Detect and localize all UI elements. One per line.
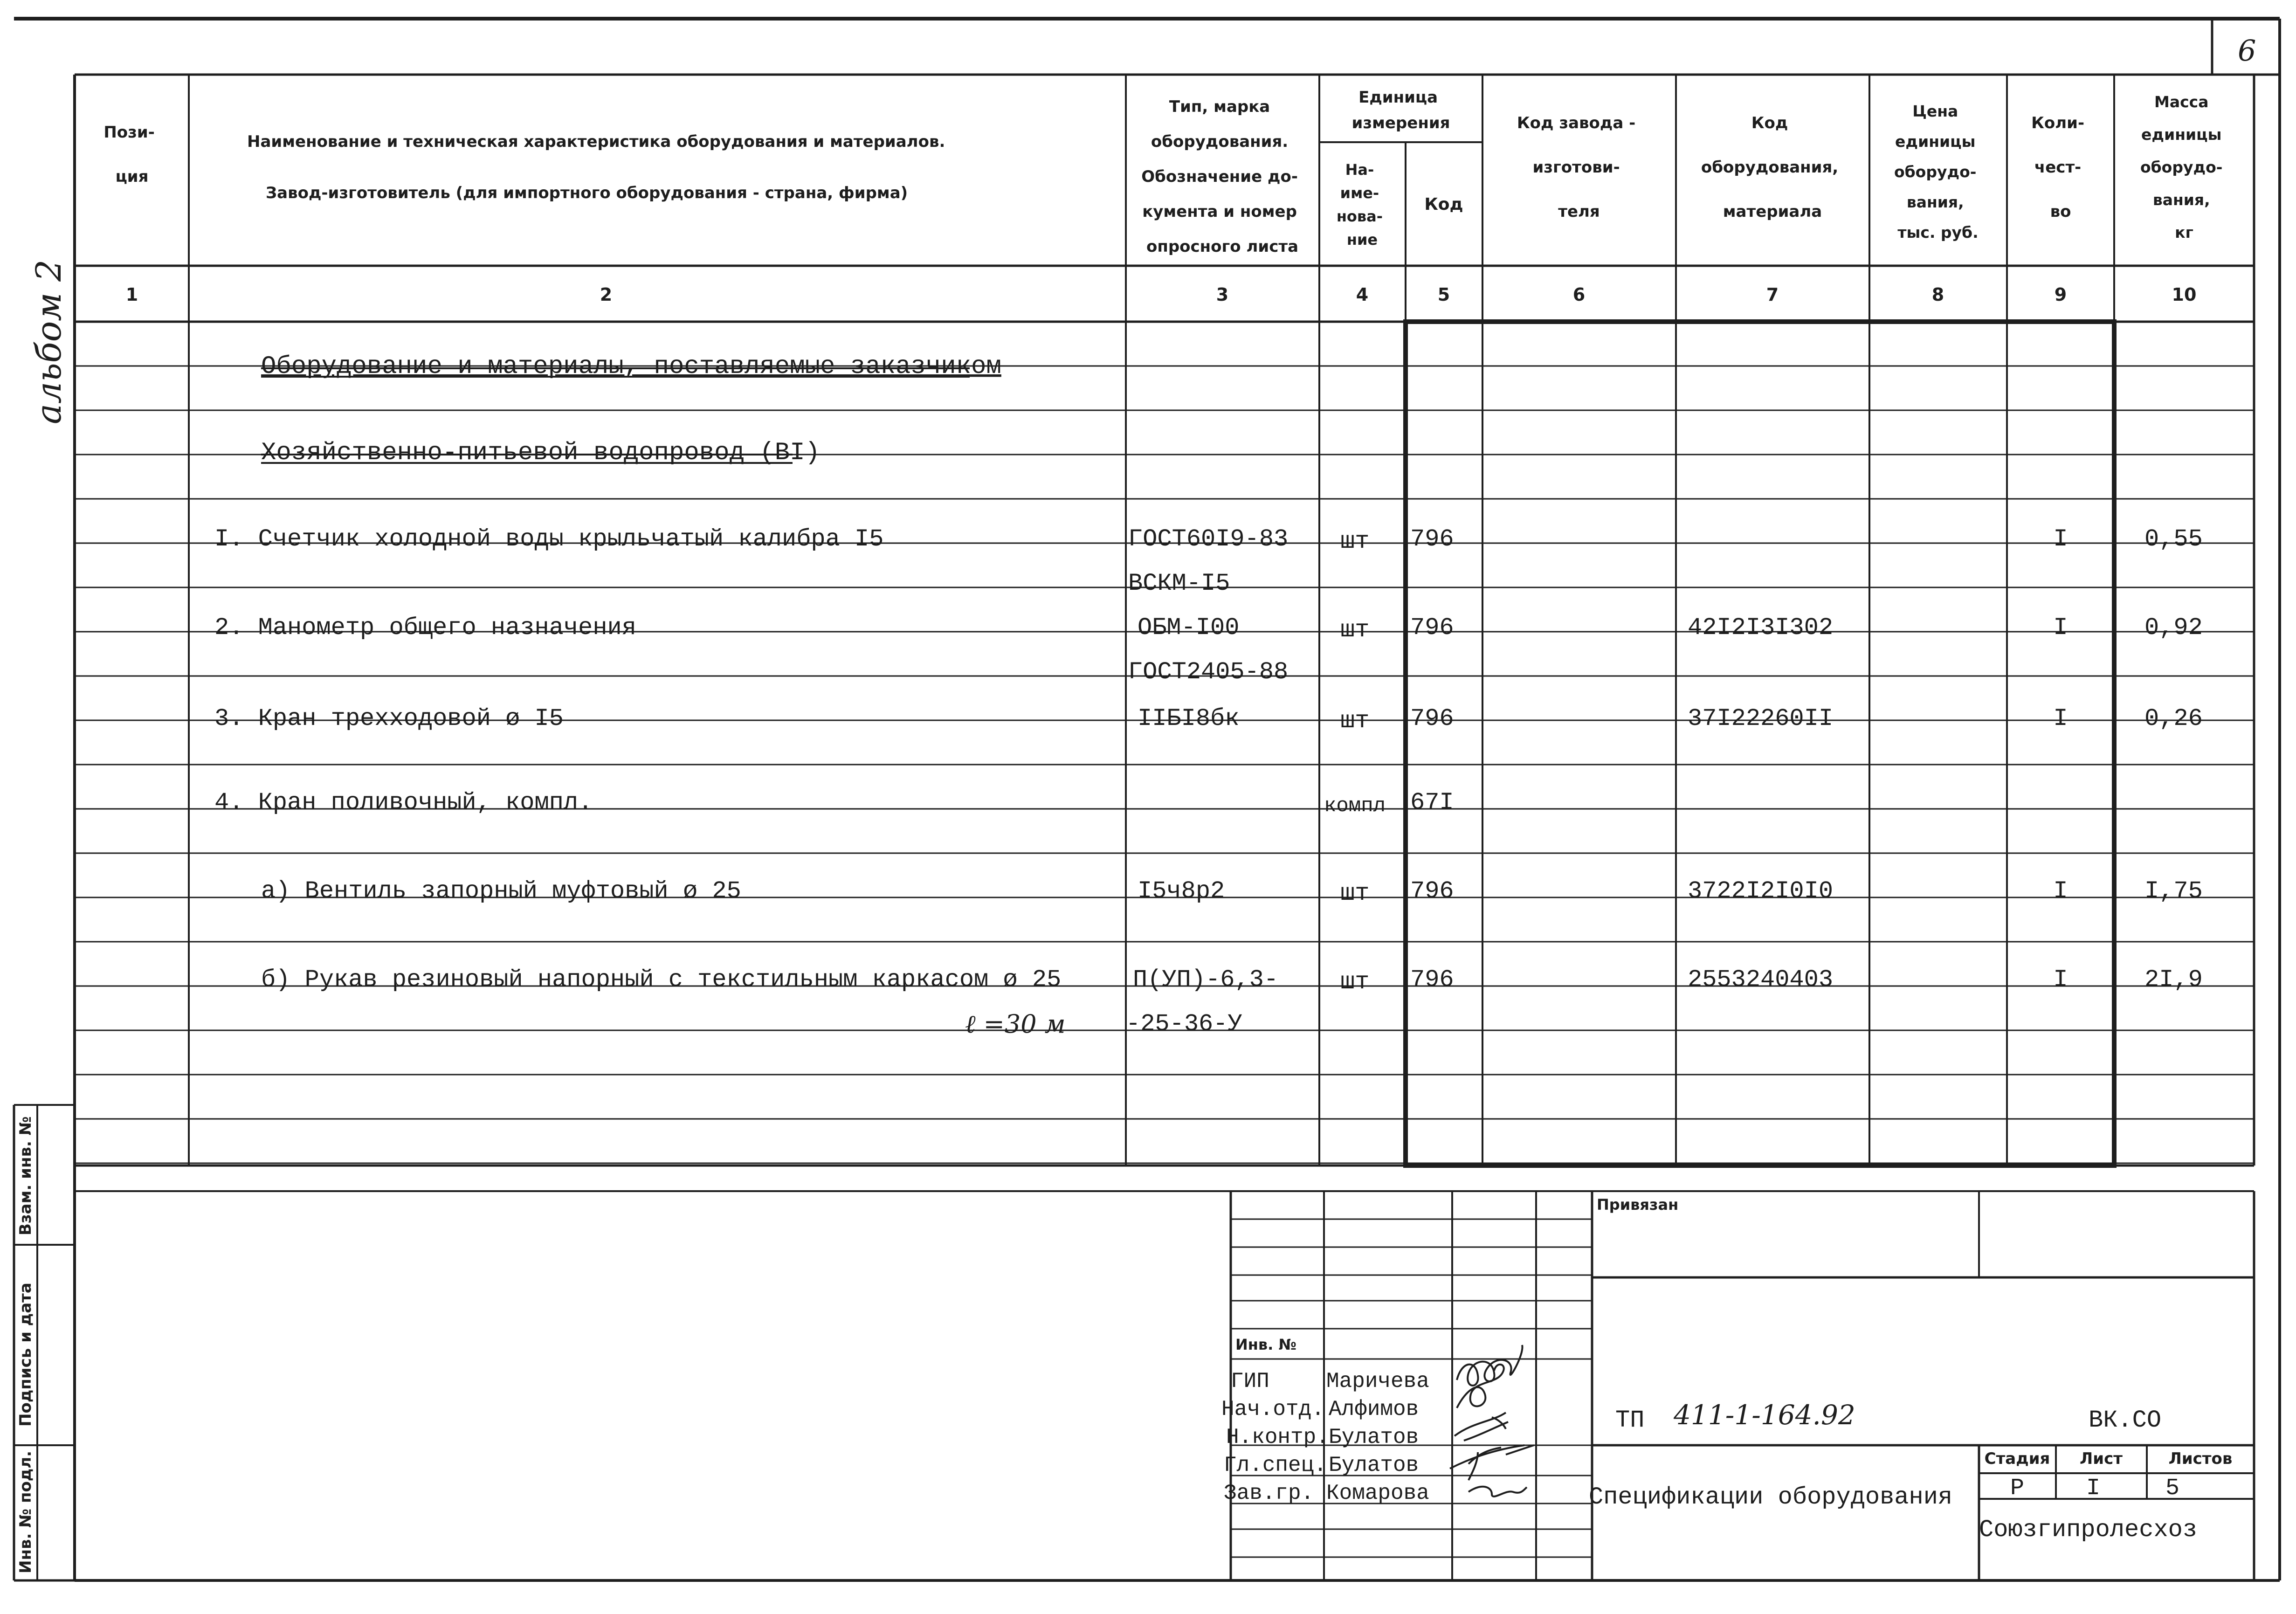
signer-name: Маричева [1326, 1369, 1429, 1393]
item-equipment-code: 37I22260II [1688, 705, 1834, 732]
header-manufacturer-code: Код завода - изготови- теля [1517, 114, 1636, 221]
signer-role: Нач.отд. [1221, 1397, 1324, 1421]
header-price: Цена единицы оборудо- вания, тыс. руб. [1894, 102, 1979, 241]
column-number: 8 [1931, 284, 1944, 305]
item-unit-code: 796 [1410, 877, 1454, 905]
signers [1221, 1369, 1429, 1505]
section-title: Хозяйственно-питьевой водопровод (BI) [261, 439, 820, 467]
item-equipment-code: 3722I2I0I0 [1688, 877, 1834, 905]
column-number: 7 [1766, 284, 1779, 305]
header-unit: Единица измерения [1351, 88, 1450, 132]
item-name-extra: ℓ =30 м [965, 1009, 1066, 1039]
doc-prefix: ТП [1615, 1407, 1645, 1434]
item-name: 4. Кран поливочный, компл. [214, 789, 593, 816]
stage-label: Стадия [1984, 1449, 2050, 1468]
item-quantity: I [2053, 525, 2068, 553]
header-equipment-code: Код оборудования, материала [1701, 114, 1839, 221]
sheets-label: Листов [2168, 1449, 2233, 1468]
doc-code: ВК.СО [2089, 1407, 2162, 1434]
header-unit-name: На- име- нова- ние [1336, 161, 1383, 248]
item-name: 2. Манометр общего назначения [214, 614, 636, 641]
column-number: 1 [125, 284, 138, 305]
doc-number: 411-1-164.92 [1674, 1399, 1855, 1431]
item-unit: шт [1340, 968, 1370, 996]
item-equipment-code: 42I2I3I302 [1688, 614, 1834, 641]
item-type: ГОСТ60I9-83 [1128, 525, 1289, 553]
column-number: 4 [1356, 284, 1369, 305]
item-name: I. Счетчик холодной воды крыльчатый калибра I5 [214, 525, 884, 553]
doc-title: Спецификации оборудования [1589, 1483, 1953, 1511]
item-name: а) Вентиль запорный муфтовый ø 25 [261, 877, 741, 905]
item-quantity: I [2053, 614, 2068, 641]
item-type: П(УП)-6,3- [1133, 966, 1279, 993]
item-type: IIБI8бк [1138, 705, 1240, 732]
item-quantity: I [2053, 966, 2068, 993]
header-position: Пози- ция [103, 123, 155, 186]
item-equipment-code: 2553240403 [1688, 966, 1834, 993]
header-name: Наименование и техническая характеристика оборудования и материалов. Завод-изготовитель (для импортного оборудования - страна, фирма) [247, 132, 945, 202]
sheet-value: I [2086, 1475, 2101, 1502]
item-unit: шт [1340, 616, 1370, 644]
side-stamp-signature-date: Подпись и дата [16, 1283, 35, 1427]
page-number: 6 [2238, 34, 2256, 68]
table-header [103, 88, 2228, 256]
side-stamp-vzam-inv: Взам. инв. № [16, 1116, 35, 1235]
item-unit: шт [1340, 528, 1370, 555]
item-mass: 0,26 [2144, 705, 2203, 732]
column-number: 6 [1572, 284, 1586, 305]
item-mass: 2I,9 [2144, 966, 2203, 993]
signature [1450, 1445, 1534, 1469]
signer-name: Булатов [1329, 1453, 1419, 1477]
item-type: ВСКМ-I5 [1128, 570, 1230, 597]
item-unit-code: 67I [1410, 789, 1454, 816]
signer-name: Комарова [1326, 1481, 1429, 1505]
table-row [214, 614, 2203, 686]
header-unit-code: Код [1424, 195, 1463, 214]
signature [1469, 1452, 1527, 1497]
item-unit: шт [1340, 707, 1370, 735]
column-number: 2 [600, 284, 613, 305]
signature [1457, 1345, 1522, 1386]
section-title: Оборудование и материалы, поставляемые заказчиком [261, 352, 1001, 381]
column-number: 5 [1437, 284, 1450, 305]
item-mass: I,75 [2144, 877, 2203, 905]
item-unit-code: 796 [1410, 705, 1454, 732]
signer-role: Н.контр. [1226, 1425, 1329, 1449]
organization: Союзгипролесхоз [1979, 1516, 2198, 1544]
inv-label: Инв. № [1235, 1336, 1296, 1353]
sheet-label: Лист [2080, 1449, 2123, 1468]
header-quantity: Коли- чест- во [2031, 114, 2085, 221]
header-type: Тип, марка оборудования. Обозначение до- кумента и номер опросного листа [1141, 97, 1299, 256]
item-unit: шт [1340, 880, 1370, 907]
table-row [261, 966, 2203, 1039]
item-name: б) Рукав резиновый напорный с текстильным каркасом ø 25 [261, 966, 1062, 993]
table-row [214, 525, 2203, 597]
table-row [261, 877, 2203, 907]
table-row [214, 789, 1454, 818]
item-quantity: I [2053, 705, 2068, 732]
item-unit-code: 796 [1410, 614, 1454, 641]
side-stamp [16, 1116, 35, 1573]
album-label: альбом 2 [29, 259, 69, 424]
signer-name: Булатов [1329, 1425, 1419, 1449]
item-unit-code: 796 [1410, 525, 1454, 553]
item-rows [214, 525, 2203, 1039]
signer-name: Алфимов [1329, 1397, 1419, 1421]
signer-role: ГИП [1231, 1369, 1269, 1393]
item-type: ОБМ-I00 [1138, 614, 1240, 641]
item-mass: 0,92 [2144, 614, 2203, 641]
signer-role: Зав.гр. [1224, 1481, 1314, 1505]
sheets-value: 5 [2165, 1475, 2180, 1502]
item-quantity: I [2053, 877, 2068, 905]
column-numbers [126, 284, 2197, 305]
signer-role: Гл.спец. [1224, 1453, 1327, 1477]
privyazan-label: Привязан [1597, 1196, 1679, 1214]
signature [1457, 1365, 1504, 1408]
column-number: 10 [2172, 284, 2197, 305]
item-name: 3. Кран трехходовой ø I5 [214, 705, 564, 732]
header-mass: Масса единицы оборудо- вания, кг [2140, 93, 2223, 241]
item-type: ГОСТ2405-88 [1128, 658, 1289, 686]
item-mass: 0,55 [2144, 525, 2203, 553]
signature [1455, 1413, 1508, 1441]
signatures [1450, 1345, 1534, 1497]
item-type: -25-36-У [1126, 1010, 1242, 1038]
side-stamp-inv-podl: Инв. № подл. [16, 1450, 35, 1573]
column-number: 9 [2054, 284, 2067, 305]
item-unit: компл [1324, 794, 1386, 818]
stage-value: Р [2010, 1475, 2025, 1502]
item-type: I5ч8р2 [1138, 877, 1225, 905]
item-unit-code: 796 [1410, 966, 1454, 993]
column-number: 3 [1216, 284, 1229, 305]
